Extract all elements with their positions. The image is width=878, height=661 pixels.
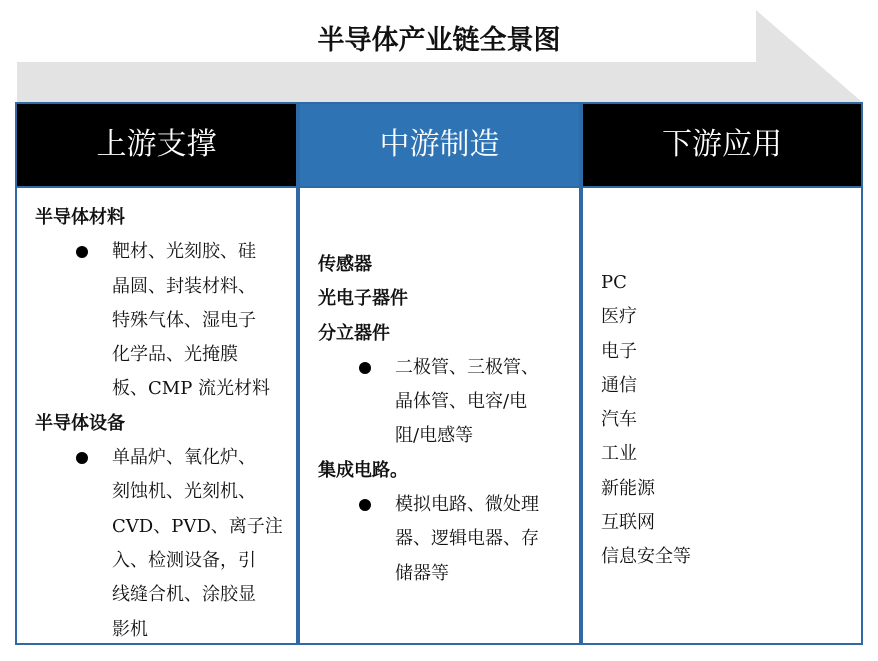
upstream-column — [15, 102, 298, 645]
equipment-line: 入、检测设备，引 — [112, 549, 256, 571]
application-item: 医疗 — [601, 306, 637, 328]
ic-line: 模拟电路、微处理 — [395, 494, 539, 516]
downstream-column — [581, 102, 863, 645]
bullet-dot — [76, 452, 88, 464]
discrete-device-item: 分立器件 — [318, 322, 390, 344]
midstream-header: 中游制造 — [300, 104, 579, 188]
equipment-line: CVD、PVD、离子注 — [112, 515, 283, 537]
materials-line: 靶材、光刻胶、硅 — [112, 241, 256, 263]
application-item: 工业 — [601, 443, 637, 465]
equipment-line: 刻蚀机、光刻机、 — [112, 481, 256, 503]
equipment-line: 影机 — [112, 618, 148, 640]
optoelectronic-item: 光电子器件 — [318, 288, 408, 310]
downstream-body — [583, 188, 861, 575]
ic-item: 集成电路。 — [318, 459, 408, 481]
downstream-header: 下游应用 — [583, 104, 861, 188]
equipment-bullet — [35, 441, 286, 647]
application-item: 通信 — [601, 374, 637, 396]
page-title: 半导体产业链全景图 — [317, 25, 561, 56]
sensor-item: 传感器 — [318, 254, 372, 275]
materials-line: 特殊气体、湿电子 — [112, 309, 256, 331]
application-item: PC — [601, 272, 627, 293]
materials-line: 板、CMP 流光材料 — [112, 378, 271, 400]
materials-line: 晶圆、封装材料、 — [112, 275, 256, 297]
upstream-header: 上游支撑 — [17, 104, 296, 188]
discrete-line: 晶体管、电容/电 — [395, 391, 528, 413]
discrete-bullet — [318, 351, 569, 454]
equipment-line: 单晶炉、氧化炉、 — [112, 447, 256, 469]
materials-title: 半导体材料 — [35, 207, 125, 228]
ic-line: 储器等 — [395, 562, 449, 584]
midstream-body — [300, 188, 579, 591]
bullet-dot — [76, 246, 88, 258]
midstream-column — [298, 102, 581, 645]
discrete-line: 二极管、三极管、 — [395, 356, 539, 378]
materials-bullet — [35, 235, 286, 406]
application-item: 信息安全等 — [601, 546, 691, 568]
equipment-line: 线缝合机、涂胶显 — [112, 584, 256, 606]
application-item: 互联网 — [601, 512, 655, 534]
materials-line: 化学品、光掩膜 — [112, 344, 238, 366]
upstream-body — [17, 188, 296, 647]
discrete-line: 阻/电感等 — [395, 425, 474, 447]
equipment-title: 半导体设备 — [35, 412, 125, 434]
application-item: 汽车 — [601, 409, 637, 431]
bullet-dot — [359, 362, 371, 374]
application-item: 新能源 — [601, 477, 655, 499]
ic-line: 器、逻辑电器、存 — [395, 528, 539, 550]
ic-bullet — [318, 488, 569, 591]
application-item: 电子 — [601, 340, 637, 362]
bullet-dot — [359, 499, 371, 511]
